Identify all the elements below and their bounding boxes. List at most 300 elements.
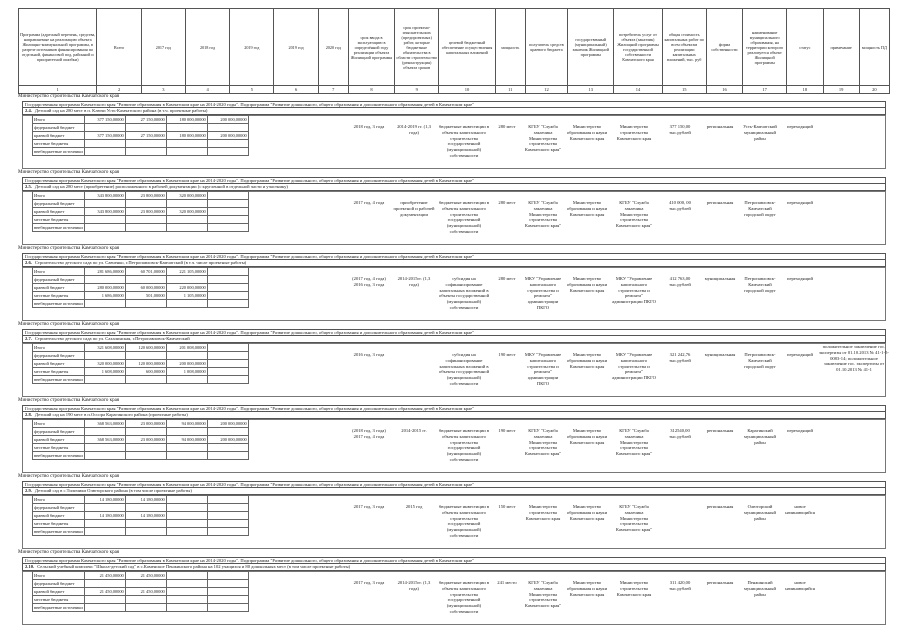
financing-value bbox=[125, 148, 166, 156]
financing-source-label: краевой бюджет bbox=[33, 588, 85, 596]
financing-source-label: федеральный бюджет bbox=[33, 428, 85, 436]
column-number: 6 bbox=[274, 86, 318, 94]
project-title bbox=[22, 564, 886, 571]
funds-recipient: КГБУ "Служба заказчика Министерства строительства Камчатского края" bbox=[524, 580, 562, 609]
column-number: 15 bbox=[662, 86, 706, 94]
financing-source-label: краевой бюджет bbox=[33, 436, 85, 444]
project-number: 2.8. bbox=[25, 412, 32, 417]
capacity: 190 мест bbox=[498, 352, 516, 357]
financing-value: 14 180,00000 bbox=[125, 512, 166, 520]
financing-value: 200 000,00000 bbox=[166, 360, 207, 368]
financing-value bbox=[166, 452, 207, 460]
financing-value: 23 800,00000 bbox=[125, 192, 166, 200]
responsible-ministry: Министерство строительства Камчатского края bbox=[18, 398, 120, 403]
financing-value: 27 150,00000 bbox=[125, 132, 166, 140]
financing-value: 281 686,00000 bbox=[84, 268, 125, 276]
column-number: 11 bbox=[495, 86, 525, 94]
financing-row bbox=[33, 528, 249, 536]
financing-value bbox=[207, 148, 248, 156]
financing-value bbox=[84, 216, 125, 224]
municipality: Пенжинский муниципальный район bbox=[744, 580, 776, 597]
financing-table bbox=[32, 495, 249, 536]
financing-value bbox=[125, 520, 166, 528]
financing-row bbox=[33, 148, 249, 156]
financing-row bbox=[33, 200, 249, 208]
column-header: 2019 год bbox=[274, 9, 318, 86]
financing-value bbox=[84, 300, 125, 308]
financing-value bbox=[166, 376, 207, 384]
municipality: Карагинский муниципальный район bbox=[744, 428, 776, 445]
project-number: 2.6. bbox=[25, 260, 32, 265]
state-program-line: Государственная программа Камчатского края "Развитие образования в Камчатском крае на 2014-2020 годы". Подпрограмма "Развитие дошкольного, общего образования и дополнительного образования детей в Камчатском крае" bbox=[22, 329, 886, 336]
column-number: 2 bbox=[97, 86, 141, 94]
financing-value bbox=[125, 528, 166, 536]
investment-form: бюджетные инвестиции в объекты капитального строительства государственной (муниципальной) собственности bbox=[438, 124, 490, 158]
financing-value: 280 000,00000 bbox=[84, 284, 125, 292]
financing-row bbox=[33, 368, 249, 376]
financing-row bbox=[33, 192, 249, 200]
financing-value bbox=[166, 444, 207, 452]
financing-value: 94 000,00000 bbox=[166, 420, 207, 428]
capacity: 190 мест bbox=[498, 428, 516, 433]
column-header: мощность ПД bbox=[859, 9, 889, 86]
financing-value: 120 000,00000 bbox=[125, 360, 166, 368]
financing-value: 21 450,00000 bbox=[84, 588, 125, 596]
financing-value bbox=[166, 496, 207, 504]
financing-source-label: Итого bbox=[33, 344, 85, 352]
column-number: 12 bbox=[525, 86, 567, 94]
financing-row bbox=[33, 588, 249, 596]
financing-value bbox=[207, 580, 248, 588]
column-number: 9 bbox=[395, 86, 439, 94]
project-status: переходящий bbox=[787, 428, 813, 433]
financing-value: 21 450,00000 bbox=[84, 572, 125, 580]
project-number: 2.7. bbox=[25, 336, 32, 341]
financing-value: 221 105,00000 bbox=[166, 268, 207, 276]
financing-value bbox=[125, 452, 166, 460]
financing-row bbox=[33, 140, 249, 148]
state-program-line: Государственная программа Камчатского края "Развитие образования в Камчатском крае на 2014-2020 годы". Подпрограмма "Развитие дошкольного, общего образования и дополнительного образования детей в Камчатском крае" bbox=[22, 481, 886, 488]
financing-value bbox=[166, 300, 207, 308]
financing-row bbox=[33, 360, 249, 368]
financing-value: 377 150,00000 bbox=[84, 116, 125, 124]
project-section bbox=[18, 474, 890, 550]
column-header: форма собственности bbox=[706, 9, 742, 86]
financing-source-label: внебюджетные источники bbox=[34, 301, 83, 306]
financing-source-label: федеральный бюджет bbox=[33, 580, 85, 588]
financing-value bbox=[207, 428, 248, 436]
estimated-cost: 321 242,76 тыс.рублей bbox=[669, 352, 691, 363]
financing-value: 200 000,00000 bbox=[207, 132, 248, 140]
project-number: 2.9. bbox=[25, 488, 32, 493]
financing-value bbox=[84, 596, 125, 604]
funds-recipient: МКУ "Управление капитального строительства и ремонта" администрации ПКГО bbox=[524, 276, 562, 310]
project-title bbox=[22, 412, 886, 419]
financing-value bbox=[166, 216, 207, 224]
financing-source-label: краевой бюджет bbox=[33, 360, 85, 368]
investment-form: бюджетные инвестиции в объекты капитального строительства государственной (муниципальной) собственности bbox=[438, 428, 490, 462]
municipality: Усть-Камчатский муниципальный район bbox=[743, 124, 777, 141]
financing-value bbox=[125, 604, 166, 612]
financing-row bbox=[33, 344, 249, 352]
municipality: Петропавловск-Камчатский городской округ bbox=[744, 352, 776, 369]
financing-value bbox=[207, 208, 248, 216]
capacity: 280 мест bbox=[498, 124, 516, 129]
financing-row bbox=[33, 520, 249, 528]
project-status: переходящий bbox=[787, 200, 813, 205]
financing-value bbox=[207, 224, 248, 232]
financing-value bbox=[207, 140, 248, 148]
column-header: примечание bbox=[823, 9, 859, 86]
financing-value bbox=[125, 596, 166, 604]
financing-value bbox=[207, 572, 248, 580]
column-header: Программа (адресный перечень, средства, направляемые на реализацию объекта Жилищно-коммунальной программы, в разрезе источников финансирования по отдельной, финансовой под, районной и приоритетной ошибки) bbox=[19, 9, 97, 86]
state-customer: Министерство образования и науки Камчатского края bbox=[566, 124, 608, 141]
table-header bbox=[18, 8, 890, 94]
financing-source-label: федеральный бюджет bbox=[33, 352, 85, 360]
column-number: 20 bbox=[859, 86, 889, 94]
financing-value bbox=[84, 276, 125, 284]
financing-value bbox=[207, 344, 248, 352]
financing-value bbox=[166, 352, 207, 360]
design-period: 2014-2015гг. (1,3 года) bbox=[397, 580, 431, 591]
financing-value bbox=[84, 520, 125, 528]
state-customer: Министерство образования и науки Камчатского края bbox=[566, 352, 608, 369]
state-program-line: Государственная программа Камчатского края "Развитие образования в Камчатском крае на 2014-2020 годы". Подпрограмма "Развитие дошкольного, общего образования и дополнительного образования детей в Камчатском крае" bbox=[22, 557, 886, 564]
financing-value bbox=[125, 124, 166, 132]
column-header: потребитель услуг от объекта (заказчик) Жилищной программы государственной собственности Камчатского края bbox=[614, 9, 662, 86]
column-header: мощность bbox=[495, 9, 525, 86]
estimated-cost: 410 000, 00 тыс.рублей bbox=[669, 200, 691, 211]
column-header: 2019 год bbox=[230, 9, 274, 86]
column-header: Всего bbox=[97, 9, 141, 86]
financing-value bbox=[84, 452, 125, 460]
financing-row bbox=[33, 376, 249, 384]
financing-row bbox=[33, 452, 249, 460]
financing-source-label: местные бюджеты bbox=[33, 292, 85, 300]
financing-value: 27 150,00000 bbox=[125, 116, 166, 124]
column-header: 2017 год bbox=[141, 9, 185, 86]
financing-value bbox=[207, 368, 248, 376]
financing-value: 320 000,00000 bbox=[84, 360, 125, 368]
developer: КГБУ "Служба заказчика Министерства строительства Камчатского края" bbox=[615, 504, 653, 533]
project-number: 2.5. bbox=[25, 184, 32, 189]
column-number: 7 bbox=[318, 86, 348, 94]
financing-value: 600,00000 bbox=[125, 368, 166, 376]
design-period: 2014-2019 гг. (1,3 года) bbox=[397, 124, 431, 135]
financing-value bbox=[125, 300, 166, 308]
financing-row bbox=[33, 284, 249, 292]
project-title bbox=[22, 336, 886, 343]
developer: МКУ "Управление капитального строительства и ремонта" администрации ПКГО bbox=[612, 352, 656, 381]
investment-form: бюджетные инвестиции в объекты капитального строительства государственной (муниципальной) собственности bbox=[438, 580, 490, 614]
financing-value bbox=[125, 224, 166, 232]
state-program-line: Государственная программа Камчатского края "Развитие образования в Камчатском крае на 2014-2020 годы". Подпрограмма "Развитие дошкольного, общего образования и дополнительного образования детей в Камчатском крае" bbox=[22, 405, 886, 412]
financing-source-label: федеральный бюджет bbox=[33, 200, 85, 208]
financing-value bbox=[125, 376, 166, 384]
financing-value bbox=[207, 504, 248, 512]
financing-value bbox=[166, 604, 207, 612]
financing-value: 120 600,00000 bbox=[125, 344, 166, 352]
project-status: переходящий bbox=[787, 276, 813, 281]
project-section bbox=[18, 322, 890, 398]
financing-table bbox=[32, 419, 249, 460]
financing-value: 94 000,00000 bbox=[166, 436, 207, 444]
investment-form: бюджетные инвестиции в объекты капитального строительства государственной (муниципальной) собственности bbox=[438, 504, 490, 538]
financing-row bbox=[33, 224, 249, 232]
financing-value: 21 450,00000 bbox=[125, 572, 166, 580]
financing-value bbox=[166, 148, 207, 156]
financing-source-label: внебюджетные источники bbox=[34, 377, 83, 382]
financing-table bbox=[32, 343, 249, 384]
financing-value bbox=[166, 572, 207, 580]
state-customer: Министерство образования и науки Камчатского края bbox=[566, 276, 608, 293]
ownership-form: муниципальная bbox=[704, 276, 736, 281]
project-section bbox=[18, 398, 890, 474]
financing-value bbox=[207, 360, 248, 368]
financing-row bbox=[33, 496, 249, 504]
capacity: 280 мест bbox=[498, 276, 516, 281]
column-number: 16 bbox=[706, 86, 742, 94]
state-program-line: Государственная программа Камчатского края "Развитие образования в Камчатском крае на 2014-2020 годы". Подпрограмма "Развитие дошкольного, общего образования и дополнительного образования детей в Камчатском крае" bbox=[22, 253, 886, 260]
commissioning-date: 2017 год, 3 года bbox=[353, 504, 385, 509]
column-number: 5 bbox=[230, 86, 274, 94]
ownership-form: региональная bbox=[706, 580, 734, 585]
financing-source-label: местные бюджеты bbox=[33, 368, 85, 376]
financing-value bbox=[207, 216, 248, 224]
financing-source-label: Итого bbox=[33, 420, 85, 428]
financing-row bbox=[33, 208, 249, 216]
financing-row bbox=[33, 512, 249, 520]
column-header: получатель средств краевого бюджета bbox=[525, 9, 567, 86]
financing-value: 14 180,00000 bbox=[84, 496, 125, 504]
financing-value bbox=[125, 216, 166, 224]
funds-recipient: КГБУ "Служба заказчика Министерства строительства Камчатского края" bbox=[524, 124, 562, 153]
column-header: 2018 год bbox=[185, 9, 229, 86]
ownership-form: региональная bbox=[706, 504, 734, 509]
financing-value bbox=[166, 124, 207, 132]
financing-value bbox=[166, 224, 207, 232]
financing-value bbox=[207, 276, 248, 284]
financing-source-label: краевой бюджет bbox=[33, 284, 85, 292]
estimated-cost: 412 763,00 тыс.рублей bbox=[669, 276, 691, 287]
financing-row bbox=[33, 300, 249, 308]
financing-value bbox=[207, 284, 248, 292]
commissioning-date: 2017 год, 4 года bbox=[353, 200, 385, 205]
column-number: 19 bbox=[823, 86, 859, 94]
ownership-form: региональная bbox=[706, 428, 734, 433]
financing-value bbox=[125, 276, 166, 284]
financing-value: 21 450,00000 bbox=[125, 588, 166, 596]
column-header: статус bbox=[787, 9, 823, 86]
project-name: Сельский учебный комплекс "Школа-детский сад" в с.Каменское Пенжинского района на 102 учащихся и 80 дошкольных мест (в том числе проектные работы) bbox=[37, 564, 351, 569]
commissioning-date: 2017 год, 3 года bbox=[353, 580, 385, 585]
commissioning-date: (2017 год, 4 года) 2016 год, 3 года bbox=[352, 276, 386, 287]
financing-value bbox=[207, 596, 248, 604]
financing-row bbox=[33, 436, 249, 444]
financing-value: 321 608,00000 bbox=[84, 344, 125, 352]
financing-row bbox=[33, 580, 249, 588]
financing-value: 23 000,00000 bbox=[125, 420, 166, 428]
developer: КГБУ "Служба заказчика Министерства строительства Камчатского края" bbox=[615, 200, 653, 229]
project-section bbox=[18, 170, 890, 246]
financing-row bbox=[33, 268, 249, 276]
financing-value: 320 000,00000 bbox=[166, 192, 207, 200]
financing-value bbox=[125, 140, 166, 148]
financing-value: 343 800,00000 bbox=[84, 192, 125, 200]
financing-value bbox=[166, 528, 207, 536]
column-number: 17 bbox=[743, 86, 787, 94]
financing-row bbox=[33, 444, 249, 452]
municipality: Олюторский муниципальный район bbox=[744, 504, 776, 521]
financing-source-label: внебюджетные источники bbox=[34, 149, 83, 154]
financing-value bbox=[207, 528, 248, 536]
financing-table bbox=[32, 191, 249, 232]
state-program-line: Государственная программа Камчатского края "Развитие образования в Камчатском крае на 2014-2020 годы". Подпрограмма "Развитие дошкольного, общего образования и дополнительного образования детей в Камчатском крае" bbox=[22, 177, 886, 184]
financing-value: 60 701,00000 bbox=[125, 268, 166, 276]
financing-value bbox=[125, 200, 166, 208]
project-status: переходящий bbox=[787, 124, 813, 129]
financing-source-label: внебюджетные источники bbox=[34, 529, 83, 534]
financing-row bbox=[33, 596, 249, 604]
capital-investment-table bbox=[18, 8, 890, 630]
financing-row bbox=[33, 124, 249, 132]
commissioning-date: (2018 год, 3 года) 2017 год, 4 года bbox=[352, 428, 386, 439]
financing-value: 377 150,00000 bbox=[84, 132, 125, 140]
financing-value: 320 000,00000 bbox=[166, 208, 207, 216]
ownership-form: региональная bbox=[706, 200, 734, 205]
financing-value: 1 608,00000 bbox=[84, 368, 125, 376]
capacity: 241 место bbox=[497, 580, 517, 585]
project-title bbox=[22, 184, 886, 191]
investment-form: субсидия на софинансирование капитальных вложений в объекты государственной (муниципальной) собственности bbox=[438, 276, 490, 310]
financing-source-label: Итого bbox=[33, 496, 85, 504]
financing-source-label: внебюджетные источники bbox=[34, 605, 83, 610]
financing-value bbox=[207, 292, 248, 300]
financing-value bbox=[166, 596, 207, 604]
financing-value bbox=[207, 452, 248, 460]
financing-value: 180 000,00000 bbox=[166, 132, 207, 140]
financing-value bbox=[84, 140, 125, 148]
state-customer: Министерство образования и науки Камчатского края bbox=[566, 504, 608, 521]
financing-value: 1 008,00000 bbox=[166, 368, 207, 376]
financing-table bbox=[32, 571, 249, 612]
column-header: наименование муниципального образования, на территории которого реализуется объект Жилищной программы bbox=[743, 9, 787, 86]
financing-value bbox=[84, 580, 125, 588]
column-header: целевой бюджетный обеспечение осуществления капитальных вложений bbox=[439, 9, 495, 86]
financing-row bbox=[33, 276, 249, 284]
financing-value bbox=[84, 604, 125, 612]
financing-table bbox=[32, 115, 249, 156]
state-customer: Министерство образования и науки Камчатского края bbox=[566, 428, 608, 445]
funds-recipient: МКУ "Управление капитального строительства и ремонта" администрации ПКГО bbox=[524, 352, 562, 386]
financing-value: 14 180,00000 bbox=[84, 512, 125, 520]
project-status: переходящий bbox=[787, 352, 813, 357]
financing-value bbox=[207, 496, 248, 504]
commissioning-date: 2018 год, 3 года bbox=[353, 124, 385, 129]
project-status: новое начинающийся bbox=[785, 580, 815, 591]
column-header: государственный (муниципальный) заказчик Жилищной программы bbox=[568, 9, 614, 86]
funds-recipient: Министерство строительства Камчатского края bbox=[525, 504, 561, 521]
project-section bbox=[18, 94, 890, 170]
financing-source-label: местные бюджеты bbox=[33, 444, 85, 452]
column-number: 8 bbox=[348, 86, 394, 94]
project-number: 2.10. bbox=[25, 564, 35, 569]
column-number: 3 bbox=[141, 86, 185, 94]
responsible-ministry: Министерство строительства Камчатского края bbox=[18, 474, 120, 479]
developer: МКУ "Управление капитального строительства и ремонта" администрации ПКГО bbox=[612, 276, 656, 305]
financing-value bbox=[125, 444, 166, 452]
financing-row bbox=[33, 428, 249, 436]
project-title bbox=[22, 488, 886, 495]
financing-source-label: федеральный бюджет bbox=[33, 276, 85, 284]
column-number: 13 bbox=[568, 86, 614, 94]
financing-row bbox=[33, 572, 249, 580]
financing-value bbox=[125, 580, 166, 588]
design-period: 2014-2015гг. (1,3 года) bbox=[397, 276, 431, 287]
financing-value bbox=[166, 588, 207, 596]
financing-value bbox=[207, 604, 248, 612]
financing-source-label: местные бюджеты bbox=[33, 140, 85, 148]
project-title bbox=[22, 108, 886, 115]
financing-source-label: краевой бюджет bbox=[33, 208, 85, 216]
column-number: 10 bbox=[439, 86, 495, 94]
project-section bbox=[18, 550, 890, 626]
capacity: 280 мест bbox=[498, 200, 516, 205]
project-title bbox=[22, 260, 886, 267]
project-status: новое начинающийся bbox=[785, 504, 815, 515]
financing-value bbox=[166, 276, 207, 284]
project-name: Строительство детского сада по ул. Савченко, г.Петропавловск-Камчатский (в т.ч. числе проектные работы) bbox=[34, 260, 247, 265]
financing-value bbox=[84, 376, 125, 384]
financing-source-label: внебюджетные источники bbox=[34, 453, 83, 458]
estimated-cost: 377 150,00 тыс.рублей bbox=[669, 124, 691, 135]
financing-value bbox=[125, 428, 166, 436]
capacity: 150 мест bbox=[498, 504, 516, 509]
financing-value: 200 000,00000 bbox=[207, 420, 248, 428]
column-number: 14 bbox=[614, 86, 662, 94]
financing-row bbox=[33, 116, 249, 124]
financing-value bbox=[125, 352, 166, 360]
financing-value bbox=[166, 504, 207, 512]
financing-value bbox=[166, 140, 207, 148]
financing-source-label: Итого bbox=[33, 192, 85, 200]
financing-value: 368 563,00000 bbox=[84, 436, 125, 444]
financing-value bbox=[207, 352, 248, 360]
project-name: Строительство детского сада по ул. Сахалинская, г.Петропавловск-Камчатский bbox=[34, 336, 190, 341]
financing-value bbox=[166, 428, 207, 436]
financing-value: 343 800,00000 bbox=[84, 208, 125, 216]
column-number: 1 bbox=[19, 86, 97, 94]
financing-row bbox=[33, 504, 249, 512]
financing-value bbox=[166, 520, 207, 528]
financing-source-label: местные бюджеты bbox=[33, 216, 85, 224]
investment-form: субсидия на софинансирование капитальных вложений в объекты государственной (муниципальной) собственности bbox=[438, 352, 490, 386]
financing-source-label: Итого bbox=[33, 116, 85, 124]
column-header: общая стоимость капитальных работ по всем объектам реализации капитальных вложений, тыс. руб bbox=[662, 9, 706, 86]
financing-value bbox=[166, 200, 207, 208]
financing-value: 14 180,00000 bbox=[125, 496, 166, 504]
financing-value: 1 105,00000 bbox=[166, 292, 207, 300]
financing-value bbox=[84, 124, 125, 132]
financing-value bbox=[84, 428, 125, 436]
state-customer: Министерство образования и науки Камчатского края bbox=[566, 580, 608, 597]
financing-value bbox=[207, 124, 248, 132]
design-period: 2014-2015 гг. bbox=[401, 428, 427, 433]
financing-value: 180 000,00000 bbox=[166, 116, 207, 124]
financing-value bbox=[84, 528, 125, 536]
financing-value bbox=[207, 300, 248, 308]
